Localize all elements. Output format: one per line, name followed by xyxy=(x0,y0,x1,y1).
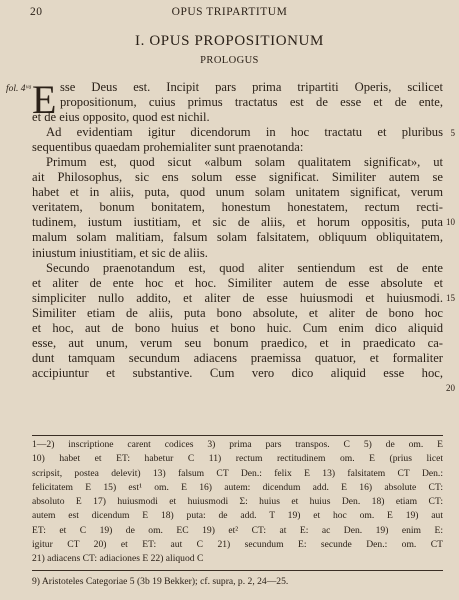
apparatus-line: autem est dicendum E 18) puta: de add. T 19) et hoc om. E 19) aut xyxy=(32,510,443,522)
apparatus-rule xyxy=(32,435,443,436)
page-number: 20 xyxy=(30,6,43,18)
apparatus-line: ET: et C 19) de om. EC 19) et² CT: at E: ac Den. 19) enim E: xyxy=(32,524,443,536)
text-line: tudinem, iustum iustitiam, et sic de aliis, et horum oppositis, puta xyxy=(32,215,443,230)
text-line: iniustum iniustitiam, et sic de aliis. xyxy=(32,245,208,260)
line-number: 15 xyxy=(446,293,455,303)
apparatus-line: igitur CT 20) et ET: aut C 21) secundum E: secunde Den.: om. CT xyxy=(32,539,443,551)
text-line: veritatem, bonum bonitatem, honestum honestatem, rectum recti- xyxy=(32,200,443,215)
text-line: Secundo praenotandum est, quod aliter sentiendum est de ente xyxy=(46,260,443,275)
text-line: sse Deus est. Incipit pars prima tripartiti Operis, scilicet xyxy=(60,80,443,94)
text-line: Similiter etiam de aliis, puta bono absolute, et aliter de bono hoc xyxy=(32,305,443,320)
text-line: ait Philosophus, sic ens solum esse significat. Similiter autem se xyxy=(32,170,443,185)
text-line: Primum est, quod sicut «album solam qualitatem significat», ut xyxy=(46,155,443,170)
running-head xyxy=(0,6,459,22)
apparatus-line: absoluto E 17) huiusmodi et huiusmodi Σ: huius et huius Den. 18) etiam CT: xyxy=(32,496,443,508)
line-number: 20 xyxy=(446,383,455,393)
source-rule xyxy=(32,570,443,571)
text-line: sequentibus quaedam prohemialiter sunt praenotanda: xyxy=(32,140,304,155)
text-line: et hoc, aut de bono huius et bono huic. Cum enim dico aliquid xyxy=(32,320,443,335)
text-line: simpliciter nullo addito, et aliter de esse huiusmodi et huiusmodi. xyxy=(32,290,443,305)
text-line: malum solam malitiam, falsum solam falsitatem, obliquum obliquitatem, xyxy=(32,230,443,245)
apparatus-line: scripsit, postea delevit) 13) falsum CT Den.: felix E 13) falsitatem CT Den.: xyxy=(32,467,443,479)
line-number: 5 xyxy=(450,128,455,138)
critical-apparatus xyxy=(32,438,443,567)
text-line: propositionum, cuius primus tractatus est de esse et de ente, xyxy=(60,95,443,110)
apparatus-line: 21) adiacens CT: adiaciones E 22) aliquod C xyxy=(32,553,204,565)
source-note: 9) Aristoteles Categoriae 5 (3b 19 Bekker); cf. supra, p. 2, 24—25. xyxy=(32,576,289,587)
section-subtitle: PROLOGUS xyxy=(200,55,259,66)
text-line: et aliter de ente hoc et hoc. Similiter autem de esse absolute et xyxy=(32,275,443,290)
section-title: I. OPUS PROPOSITIONUM xyxy=(135,33,324,49)
apparatus-line: 10) habet et ET: habetur C 11) rectum rectitudinem om. E (prius licet xyxy=(32,453,443,465)
text-line: esse, aut unum, verum seu bonum praedico, et in praedicato ca- xyxy=(32,335,443,350)
drop-capital: E xyxy=(32,77,57,122)
text-line: accipiuntur et substantive. Cum vero dico aliquid esse hoc, xyxy=(32,365,443,380)
text-line: et de eius opposito, quod est nichil. xyxy=(32,110,210,125)
text-line: habet et in aliis, puta, quod unum solam unitatem significat, verum xyxy=(32,185,443,200)
apparatus-line: felicitatem E 15) est¹ om. E 16) autem: dicendum add. E 16) absolute CT: xyxy=(32,481,443,493)
text-line: dunt tamquam secundum adiacens praemissa quatuor, et formaliter xyxy=(32,350,443,365)
line-number: 10 xyxy=(446,217,455,227)
text-line: Ad evidentiam igitur dicendorum in hoc tractatu et pluribus xyxy=(46,125,443,140)
folio-marker: fol. 4ᵛᵃ xyxy=(6,84,32,94)
body-text xyxy=(32,77,443,381)
running-title: OPUS TRIPARTITUM xyxy=(171,6,288,18)
apparatus-line: 1—2) inscriptione carent codices 3) prima pars transpos. C 5) de om. E xyxy=(32,439,443,450)
